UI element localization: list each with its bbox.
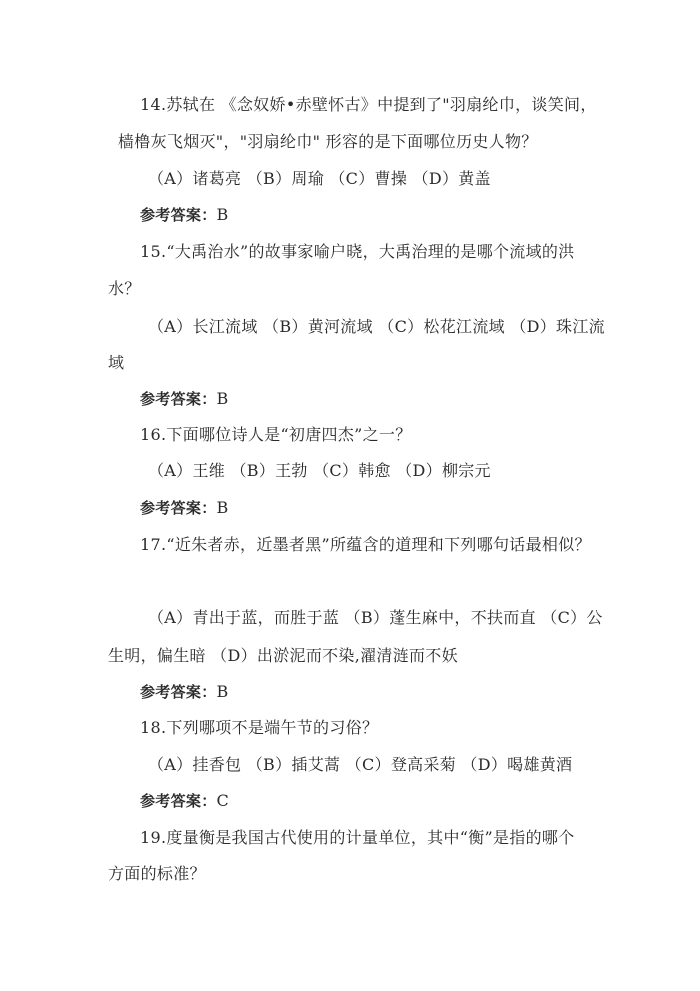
question-15-line-2: 水？ [108,279,141,298]
question-17-line-1: 17.“近朱者赤，近墨者黑”所蕴含的道理和下列哪句话最相似？ [140,535,591,554]
question-15-options: （A）长江流域 （B）黄河流域 （C）松花江流域 （D）珠江流 [148,317,605,336]
question-16-answer [140,498,229,518]
question-19-line-2: 方面的标准？ [108,864,206,883]
question-18-options: （A）挂香包 （B）插艾蒿 （C）登高采菊 （D）喝雄黄酒 [148,755,573,774]
answer-value: B [216,389,229,408]
answer-value: B [216,498,229,517]
question-15-line-1: 15.“大禹治水”的故事家喻户晓，大禹治理的是哪个流域的洪 [140,242,575,261]
question-17-answer [140,682,229,702]
question-14-answer [140,205,229,225]
answer-label: 参考答案： [140,683,217,701]
question-14-options: （A）诸葛亮 （B）周瑜 （C）曹操 （D）黄盖 [148,169,491,188]
question-16-options: （A）王维 （B）王勃 （C）韩愈 （D）柳宗元 [148,461,491,480]
question-18-line-1: 18.下列哪项不是端午节的习俗？ [140,718,379,737]
question-18-answer [140,791,229,811]
answer-value: B [216,205,229,224]
answer-label: 参考答案： [140,499,217,517]
question-15-answer [140,389,229,409]
answer-label: 参考答案： [140,792,217,810]
question-15-options-cont: 域 [108,353,125,372]
question-19-line-1: 19.度量衡是我国古代使用的计量单位，其中“衡”是指的哪个 [140,828,575,847]
question-17-options-cont: 生明，偏生暗 （D）出淤泥而不染,濯清涟而不妖 [108,646,458,665]
question-17-options: （A）青出于蓝，而胜于蓝 （B）蓬生麻中，不扶而直 （C）公 [148,608,603,627]
answer-label: 参考答案： [140,206,217,224]
question-14-line-2: 樯橹灰飞烟灭"，"羽扇纶巾" 形容的是下面哪位历史人物？ [118,132,538,151]
answer-value: B [216,682,229,701]
answer-value: C [216,791,230,810]
answer-label: 参考答案： [140,390,217,408]
question-14-line-1: 14.苏轼在 《念奴娇•赤壁怀古》中提到了"羽扇纶巾，谈笑间， [140,95,597,114]
question-16-line-1: 16.下面哪位诗人是“初唐四杰”之一？ [140,425,412,444]
